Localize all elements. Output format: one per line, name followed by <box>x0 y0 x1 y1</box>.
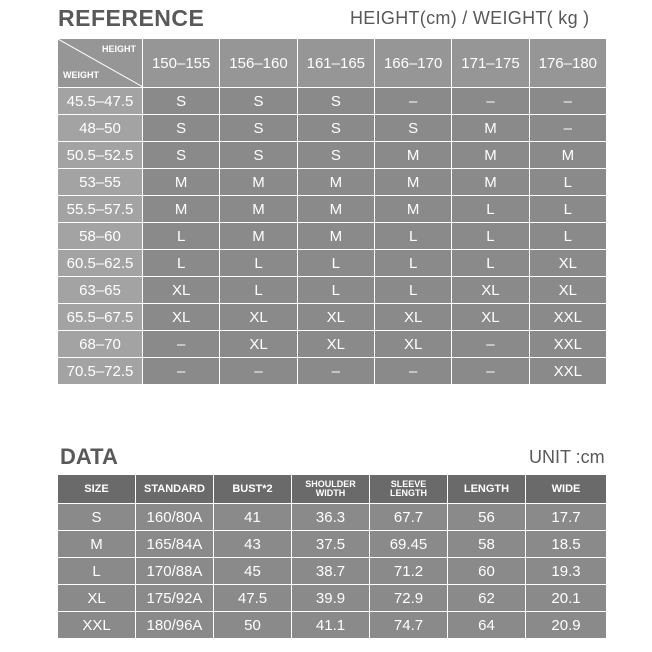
size-cell: XL <box>529 250 606 277</box>
data-title: DATA <box>60 444 118 469</box>
size-cell: M <box>529 142 606 169</box>
sleeve-cell: 71.2 <box>370 558 448 585</box>
size-cell: XL <box>297 331 374 358</box>
header-standard: STANDARD <box>136 475 214 504</box>
size-cell: L <box>220 277 297 304</box>
standard-cell: 165/84A <box>136 531 214 558</box>
size-cell: M <box>143 196 220 223</box>
size-cell: L <box>297 277 374 304</box>
wide-cell: 20.9 <box>526 612 607 639</box>
size-cell: S <box>143 115 220 142</box>
size-cell: M <box>374 169 451 196</box>
weight-row <box>58 250 607 277</box>
length-cell: 64 <box>448 612 526 639</box>
size-cell: XL <box>452 304 529 331</box>
size-cell: L <box>529 223 606 250</box>
size-cell: S <box>220 88 297 115</box>
length-cell: 60 <box>448 558 526 585</box>
size-cell: S <box>143 142 220 169</box>
measurement-row <box>58 612 607 639</box>
size-cell: – <box>220 358 297 385</box>
weight-row <box>58 142 607 169</box>
weight-range-cell: 63–65 <box>58 277 143 304</box>
size-cell: – <box>374 88 451 115</box>
header-wide: WIDE <box>526 475 607 504</box>
reference-title: REFERENCE <box>58 5 205 31</box>
data-body <box>58 504 607 639</box>
shoulder-cell: 37.5 <box>292 531 370 558</box>
height-header: 166–170 <box>374 39 451 88</box>
wide-cell: 20.1 <box>526 585 607 612</box>
wide-cell: 17.7 <box>526 504 607 531</box>
weight-range-cell: 48–50 <box>58 115 143 142</box>
wide-cell: 18.5 <box>526 531 607 558</box>
sleeve-cell: 72.9 <box>370 585 448 612</box>
size-cell: L <box>143 250 220 277</box>
bust-cell: 50 <box>214 612 292 639</box>
size-cell: XXL <box>529 358 606 385</box>
size-cell: M <box>220 223 297 250</box>
size-cell: L <box>452 250 529 277</box>
bust-cell: 47.5 <box>214 585 292 612</box>
corner-height-label: HEIGHT <box>101 44 136 54</box>
header-sleeve-line1: SLEEVE <box>390 479 427 489</box>
size-cell: S <box>297 115 374 142</box>
length-cell: 58 <box>448 531 526 558</box>
size-cell: M <box>220 196 297 223</box>
weight-range-cell: 68–70 <box>58 331 143 358</box>
size-cell: S <box>297 88 374 115</box>
size-cell: XL <box>58 585 136 612</box>
weight-row <box>58 88 607 115</box>
size-cell: – <box>297 358 374 385</box>
height-header: 171–175 <box>452 39 529 88</box>
size-cell: M <box>58 531 136 558</box>
size-cell: M <box>220 169 297 196</box>
shoulder-cell: 36.3 <box>292 504 370 531</box>
reference-units: HEIGHT(cm) / WEIGHT( kg ) <box>350 8 590 28</box>
size-cell: M <box>452 169 529 196</box>
size-cell: L <box>529 169 606 196</box>
size-cell: M <box>297 196 374 223</box>
size-cell: XL <box>452 277 529 304</box>
header-shoulder-line1: SHOULDER <box>305 479 356 489</box>
length-cell: 56 <box>448 504 526 531</box>
length-cell: 62 <box>448 585 526 612</box>
shoulder-cell: 41.1 <box>292 612 370 639</box>
size-cell: L <box>143 223 220 250</box>
height-header: 156–160 <box>220 39 297 88</box>
height-header: 150–155 <box>143 39 220 88</box>
measurement-row <box>58 504 607 531</box>
size-cell: L <box>374 250 451 277</box>
weight-row <box>58 169 607 196</box>
measurement-data-table <box>57 474 607 639</box>
shoulder-cell: 39.9 <box>292 585 370 612</box>
weight-row <box>58 331 607 358</box>
weight-range-cell: 70.5–72.5 <box>58 358 143 385</box>
size-cell: L <box>452 223 529 250</box>
size-cell: XXL <box>529 331 606 358</box>
weight-range-cell: 53–55 <box>58 169 143 196</box>
weight-row <box>58 115 607 142</box>
data-unit-label: UNIT :cm <box>529 447 605 467</box>
size-cell: XXL <box>529 304 606 331</box>
size-cell: S <box>58 504 136 531</box>
size-cell: M <box>297 169 374 196</box>
size-cell: – <box>452 88 529 115</box>
bust-cell: 41 <box>214 504 292 531</box>
corner-weight-label: WEIGHT <box>63 70 99 80</box>
header-sleeve-line2: LENGTH <box>390 488 427 498</box>
size-cell: L <box>374 277 451 304</box>
size-cell: S <box>220 115 297 142</box>
measurement-row <box>58 531 607 558</box>
size-cell: XL <box>143 304 220 331</box>
header-bust: BUST*2 <box>214 475 292 504</box>
sleeve-cell: 74.7 <box>370 612 448 639</box>
size-cell: XL <box>220 331 297 358</box>
size-cell: M <box>374 196 451 223</box>
weight-row <box>58 304 607 331</box>
size-cell: M <box>143 169 220 196</box>
size-cell: S <box>143 88 220 115</box>
size-cell: M <box>452 115 529 142</box>
size-cell: S <box>220 142 297 169</box>
standard-cell: 160/80A <box>136 504 214 531</box>
size-cell: – <box>529 115 606 142</box>
size-cell: S <box>297 142 374 169</box>
size-cell: L <box>297 250 374 277</box>
header-length: LENGTH <box>448 475 526 504</box>
weight-range-cell: 65.5–67.5 <box>58 304 143 331</box>
weight-range-cell: 60.5–62.5 <box>58 250 143 277</box>
standard-cell: 180/96A <box>136 612 214 639</box>
measurement-row <box>58 558 607 585</box>
header-shoulder-line2: WIDTH <box>315 488 346 498</box>
data-header-row <box>58 475 607 504</box>
size-cell: XXL <box>58 612 136 639</box>
height-header-row <box>58 39 607 88</box>
corner-header-cell <box>58 39 143 88</box>
size-cell: – <box>452 331 529 358</box>
size-cell: S <box>374 115 451 142</box>
weight-row <box>58 358 607 385</box>
bust-cell: 43 <box>214 531 292 558</box>
measurement-row <box>58 585 607 612</box>
size-cell: L <box>374 223 451 250</box>
size-cell: – <box>529 88 606 115</box>
height-header: 176–180 <box>529 39 606 88</box>
size-cell: XL <box>143 277 220 304</box>
header-size: SIZE <box>58 475 136 504</box>
standard-cell: 175/92A <box>136 585 214 612</box>
standard-cell: 170/88A <box>136 558 214 585</box>
weight-row <box>58 277 607 304</box>
weight-range-cell: 45.5–47.5 <box>58 88 143 115</box>
size-cell: L <box>220 250 297 277</box>
bust-cell: 45 <box>214 558 292 585</box>
size-cell: XL <box>529 277 606 304</box>
size-cell: XL <box>297 304 374 331</box>
weight-range-cell: 55.5–57.5 <box>58 196 143 223</box>
weight-range-cell: 58–60 <box>58 223 143 250</box>
wide-cell: 19.3 <box>526 558 607 585</box>
header-sleeve-length <box>370 475 448 504</box>
size-cell: L <box>452 196 529 223</box>
size-cell: – <box>452 358 529 385</box>
size-cell: M <box>452 142 529 169</box>
shoulder-cell: 38.7 <box>292 558 370 585</box>
size-cell: XL <box>374 331 451 358</box>
sleeve-cell: 69.45 <box>370 531 448 558</box>
size-cell: – <box>374 358 451 385</box>
weight-range-cell: 50.5–52.5 <box>58 142 143 169</box>
size-cell: – <box>143 358 220 385</box>
header-shoulder-width <box>292 475 370 504</box>
size-cell: L <box>58 558 136 585</box>
weight-row <box>58 223 607 250</box>
size-reference-table <box>57 38 607 385</box>
weight-row <box>58 196 607 223</box>
reference-body <box>58 88 607 385</box>
size-cell: XL <box>374 304 451 331</box>
height-header: 161–165 <box>297 39 374 88</box>
size-cell: M <box>374 142 451 169</box>
size-cell: M <box>297 223 374 250</box>
size-cell: XL <box>220 304 297 331</box>
size-cell: L <box>529 196 606 223</box>
sleeve-cell: 67.7 <box>370 504 448 531</box>
size-cell: – <box>143 331 220 358</box>
